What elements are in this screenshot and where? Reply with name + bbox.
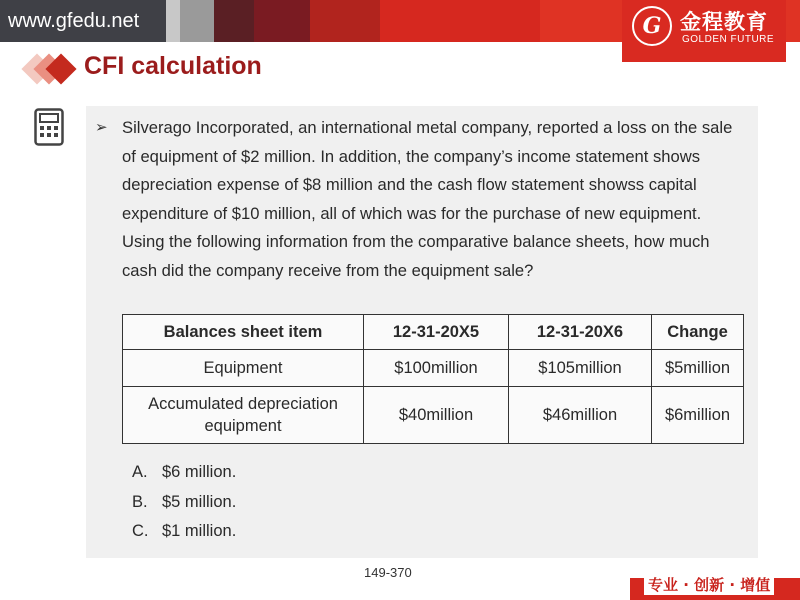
- column-header: 12-31-20X5: [364, 315, 509, 350]
- table-cell: $100million: [364, 350, 509, 387]
- page-number: 149-370: [364, 565, 412, 580]
- question-text: Silverago Incorporated, an international metal company, reported a loss on the sale of equipment of $2 million. In addition, the company’s income statement shows depreciation expense of $8 million and the cash flow statement showss capital expenditure of $10 million, all of which was for the purchase of new equipment. Using the following information from the comparative balance sheets, how much cash did the company receive from the equipment sale?: [122, 118, 733, 280]
- table-cell: $40million: [364, 387, 509, 444]
- option-letter: B.: [132, 492, 148, 511]
- banner-stripe: [380, 0, 540, 42]
- content-panel: [86, 106, 758, 558]
- option-text: $1 million.: [162, 522, 237, 540]
- option-letter: A.: [132, 463, 148, 481]
- table-cell: $105million: [509, 350, 652, 387]
- option-text: $6 million.: [162, 463, 237, 481]
- option-text: $5 million.: [162, 492, 237, 511]
- footer-slogan: 专业 · 创新 · 增值: [644, 574, 774, 595]
- logo-emblem-icon: G: [632, 6, 672, 46]
- table-cell: $46million: [509, 387, 652, 444]
- table-cell: Equipment: [123, 350, 364, 387]
- answer-option-a[interactable]: [132, 458, 236, 488]
- banner-stripe: [166, 0, 180, 42]
- brand-logo: [622, 0, 786, 62]
- logo-english-name: GOLDEN FUTURE: [682, 34, 775, 45]
- column-header: Balances sheet item: [123, 315, 364, 350]
- banner-stripe: [310, 0, 380, 42]
- site-url[interactable]: www.gfedu.net: [0, 0, 166, 42]
- table-cell: $6million: [652, 387, 744, 444]
- column-header: 12-31-20X6: [509, 315, 652, 350]
- banner-stripe: [254, 0, 310, 42]
- column-header: Change: [652, 315, 744, 350]
- slide-title: CFI calculation: [84, 52, 262, 80]
- table-header-row: [123, 315, 744, 350]
- answer-options: [132, 458, 236, 547]
- table-cell: $5million: [652, 350, 744, 387]
- banner-stripe: [180, 0, 214, 42]
- balance-sheet-table: [122, 314, 744, 444]
- table-row: [123, 387, 744, 444]
- answer-option-b[interactable]: [132, 488, 236, 518]
- arrow-bullet-icon: ➢: [95, 119, 108, 136]
- logo-chinese-name: 金程教育: [680, 10, 768, 34]
- banner-stripe: [214, 0, 254, 42]
- slide-title-area: [16, 48, 416, 92]
- table-cell: Accumulated depreciation equipment: [123, 387, 364, 444]
- answer-option-c[interactable]: [132, 517, 236, 547]
- option-letter: C.: [132, 522, 149, 540]
- table-row: [123, 350, 744, 387]
- calculator-icon: [34, 108, 64, 146]
